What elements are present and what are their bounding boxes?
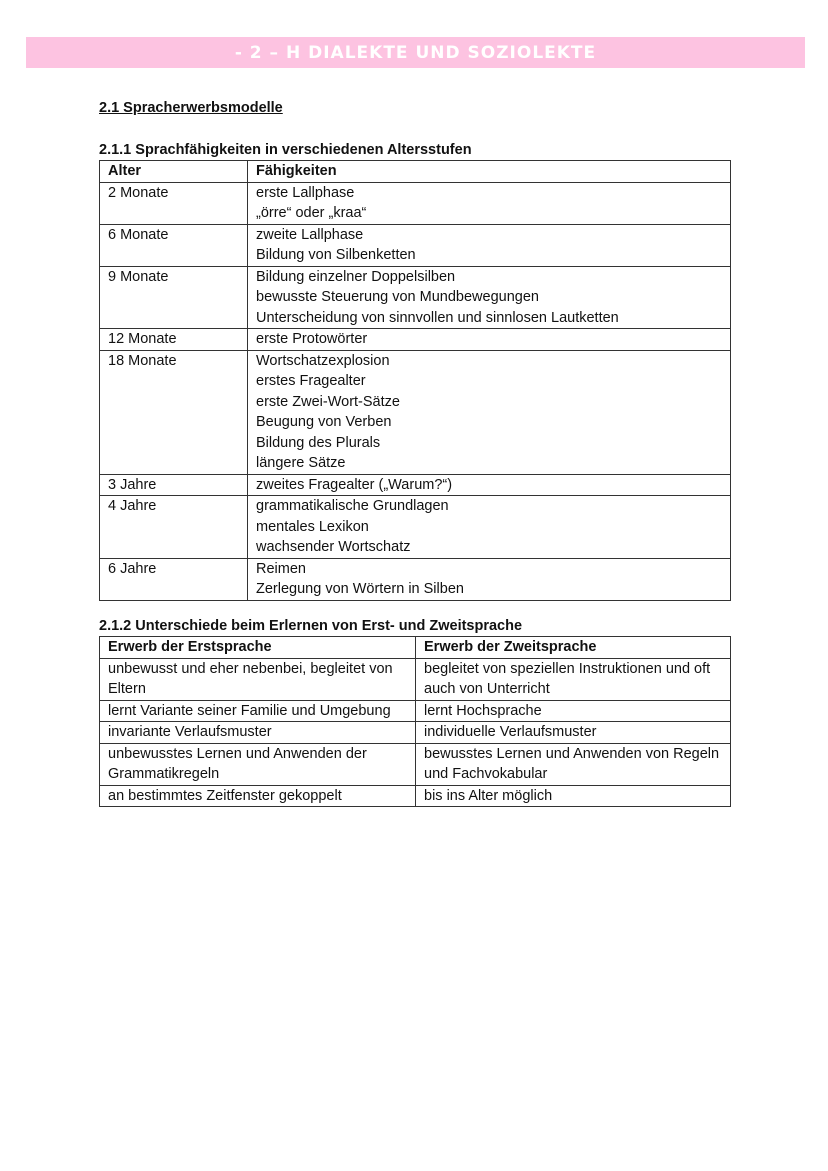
table-row (100, 722, 731, 744)
skills-cell (248, 350, 731, 474)
table-row (100, 743, 731, 785)
skill-item: mentales Lexikon (256, 518, 369, 535)
skill-item: grammatikalische Grundlagen (256, 498, 449, 514)
second-language-cell: begleitet von speziellen Instruktionen und oft auch von Unterricht (416, 658, 731, 700)
skill-item: Bildung von Silbenketten (256, 247, 416, 263)
table-header-row (100, 637, 731, 659)
age-cell: 2 Monate (100, 182, 248, 224)
skill-item: Beugung von Verben (256, 414, 392, 430)
skills-cell (248, 266, 731, 329)
chapter-banner (26, 37, 805, 68)
table-row (100, 700, 731, 722)
second-language-cell: bis ins Alter möglich (416, 785, 731, 807)
first-vs-second-language-table (99, 636, 731, 807)
skills-cell (248, 329, 731, 351)
second-language-cell: individuelle Verlaufsmuster (416, 722, 731, 744)
skill-item: wachsender Wortschatz (256, 539, 411, 555)
first-language-cell: unbewusstes Lernen und Anwenden der Grammatikregeln (100, 743, 416, 785)
second-language-cell: bewusstes Lernen und Anwenden von Regeln und Fachvokabular (416, 743, 731, 785)
skill-item: erste Protowörter (256, 331, 368, 347)
table-header-row (100, 161, 731, 183)
first-language-cell: lernt Variante seiner Familie und Umgebung (100, 700, 416, 722)
table-row (100, 658, 731, 700)
column-header-skills: Fähigkeiten (248, 161, 731, 183)
age-cell: 3 Jahre (100, 474, 248, 496)
skill-item: zweites Fragealter („Warum?“) (256, 476, 453, 493)
age-cell: 9 Monate (100, 266, 248, 329)
table-row (100, 266, 731, 329)
skills-cell (248, 474, 731, 496)
table-row (100, 350, 731, 474)
skills-cell (248, 182, 731, 224)
first-language-cell: an bestimmtes Zeitfenster gekoppelt (100, 785, 416, 807)
age-cell: 6 Monate (100, 224, 248, 266)
skill-item: erstes Fragealter (256, 373, 366, 389)
table-row (100, 329, 731, 351)
skill-item: zweite Lallphase (256, 226, 364, 243)
column-header-second-language: Erwerb der Zweitsprache (416, 637, 731, 659)
age-cell: 4 Jahre (100, 496, 248, 559)
skill-item: erste Lallphase (256, 184, 355, 201)
skills-cell (248, 224, 731, 266)
skill-item: Bildung des Plurals (256, 434, 381, 451)
skill-item: Wortschatzexplosion (256, 352, 390, 369)
skills-cell (248, 558, 731, 600)
column-header-age: Alter (100, 161, 248, 183)
table2-heading: 2.1.2 Unterschiede beim Erlernen von Erst- und Zweitsprache (99, 618, 523, 634)
first-language-cell: unbewusst und eher nebenbei, begleitet von Eltern (100, 658, 416, 700)
second-language-cell: lernt Hochsprache (416, 700, 731, 722)
skill-item: erste Zwei-Wort-Sätze (256, 393, 400, 410)
age-cell: 6 Jahre (100, 558, 248, 600)
table1-heading: 2.1.1 Sprachfähigkeiten in verschiedenen Altersstufen (99, 142, 472, 158)
skill-item: bewusste Steuerung von Mundbewegungen (256, 289, 539, 305)
table-row (100, 785, 731, 807)
skill-item: „örre“ oder „kraa“ (256, 205, 367, 221)
column-header-first-language: Erwerb der Erstsprache (100, 637, 416, 659)
age-skills-table (99, 160, 731, 601)
skill-item: Reimen (256, 560, 306, 577)
table-row (100, 224, 731, 266)
table-row (100, 182, 731, 224)
skill-item: Zerlegung von Wörtern in Silben (256, 581, 464, 597)
section-heading: 2.1 Spracherwerbsmodelle (99, 100, 283, 116)
skill-item: Bildung einzelner Doppelsilben (256, 268, 456, 285)
age-cell: 12 Monate (100, 329, 248, 351)
skill-item: Unterscheidung von sinnvollen und sinnlosen Lautketten (256, 309, 619, 326)
skill-item: längere Sätze (256, 455, 346, 471)
first-language-cell: invariante Verlaufsmuster (100, 722, 416, 744)
age-cell: 18 Monate (100, 350, 248, 474)
table-row (100, 558, 731, 600)
chapter-title: - 2 – H DIALEKTE UND SOZIOLEKTE (234, 42, 597, 63)
table-row (100, 496, 731, 559)
skills-cell (248, 496, 731, 559)
table-row (100, 474, 731, 496)
